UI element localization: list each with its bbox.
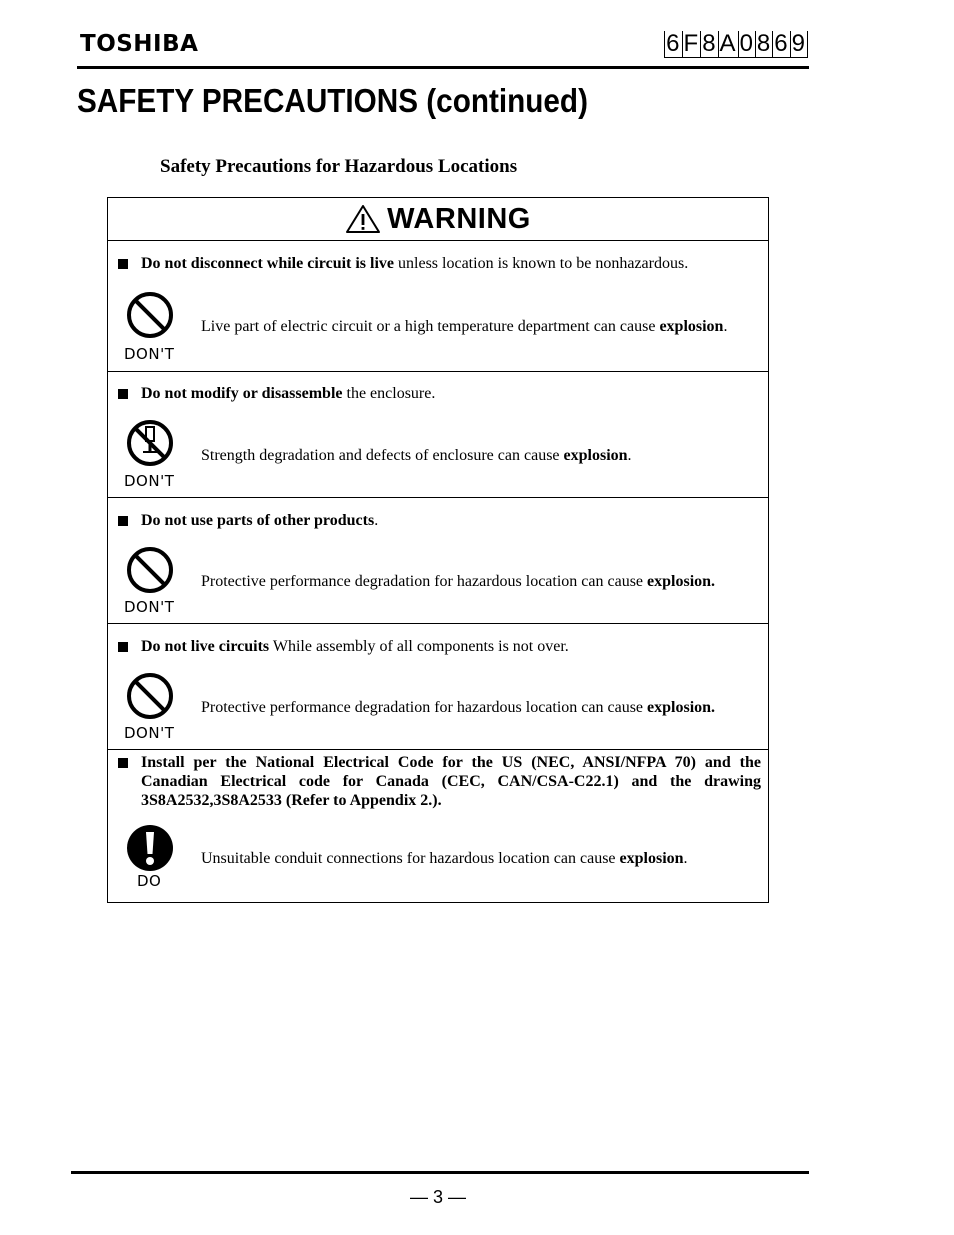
doc-number-char: F <box>683 30 700 57</box>
prohibition-icon <box>125 290 175 340</box>
warning-item-heading: Do not modify or disassemble the enclosure. <box>141 385 436 402</box>
bullet-square-icon <box>118 758 128 768</box>
warning-item-description: Strength degradation and defects of enclosure can cause explosion. <box>201 447 632 464</box>
symbol-label: DON'T <box>124 345 175 363</box>
footer-rule <box>71 1171 809 1174</box>
section-title: Safety Precautions for Hazardous Locations <box>160 156 518 177</box>
bullet-square-icon <box>118 389 128 399</box>
prohibition-icon <box>125 545 175 595</box>
warning-triangle-icon <box>345 204 381 234</box>
warning-item <box>108 498 768 624</box>
warning-item-heading: Do not disconnect while circuit is live unless location is known to be nonhazardous. <box>141 255 689 272</box>
bullet-square-icon <box>118 642 128 652</box>
brand-logo: TOSHIBA <box>80 31 199 57</box>
warning-item-description: Unsuitable conduit connections for hazardous location can cause explosion. <box>201 850 688 867</box>
warning-item <box>108 241 768 372</box>
no-disassembly-icon <box>125 418 175 468</box>
warning-item <box>108 624 768 750</box>
doc-number-char: 6 <box>666 30 681 57</box>
page-title: SAFETY PRECAUTIONS (continued) <box>77 82 588 119</box>
prohibition-icon <box>125 671 175 721</box>
warning-item-description: Live part of electric circuit or a high temperature department can cause explosion. <box>201 318 728 335</box>
doc-number-char: 8 <box>756 30 772 57</box>
warning-item <box>108 750 768 902</box>
warning-item-description: Protective performance degradation for hazardous location can cause explosion. <box>201 573 716 590</box>
warning-item-description: Protective performance degradation for hazardous location can cause explosion. <box>201 699 716 716</box>
warning-heading: WARNING <box>387 202 531 235</box>
mandatory-action-icon <box>125 823 175 873</box>
page-number: — 3 — <box>409 1187 466 1207</box>
warning-item-heading: Install per the National Electrical Code for the US (NEC, ANSI/NFPA 70) and the Canadian Electrical code for Canada (CEC, CAN/CSA-C22.1) and the drawing 3S8A2532,3S8A2533 (Refer to Appendix 2.). <box>141 754 761 809</box>
doc-number-char: 0 <box>739 30 754 57</box>
doc-number-char: 8 <box>702 30 717 57</box>
symbol-label: DO <box>137 872 162 890</box>
document-number <box>664 30 808 58</box>
bullet-square-icon <box>118 259 128 269</box>
warning-header <box>108 198 768 241</box>
doc-number-char: 6 <box>774 30 789 57</box>
symbol-label: DON'T <box>124 724 175 742</box>
warning-item-heading: Do not live circuits While assembly of all components is not over. <box>141 638 569 655</box>
symbol-label: DON'T <box>124 598 175 616</box>
doc-number-char: 9 <box>791 30 806 57</box>
warning-item-heading: Do not use parts of other products. <box>141 512 379 529</box>
warning-item <box>108 372 768 498</box>
header-rule <box>77 66 809 69</box>
bullet-square-icon <box>118 516 128 526</box>
doc-number-char: A <box>719 30 737 57</box>
symbol-label: DON'T <box>124 472 175 490</box>
warning-box <box>107 197 769 903</box>
